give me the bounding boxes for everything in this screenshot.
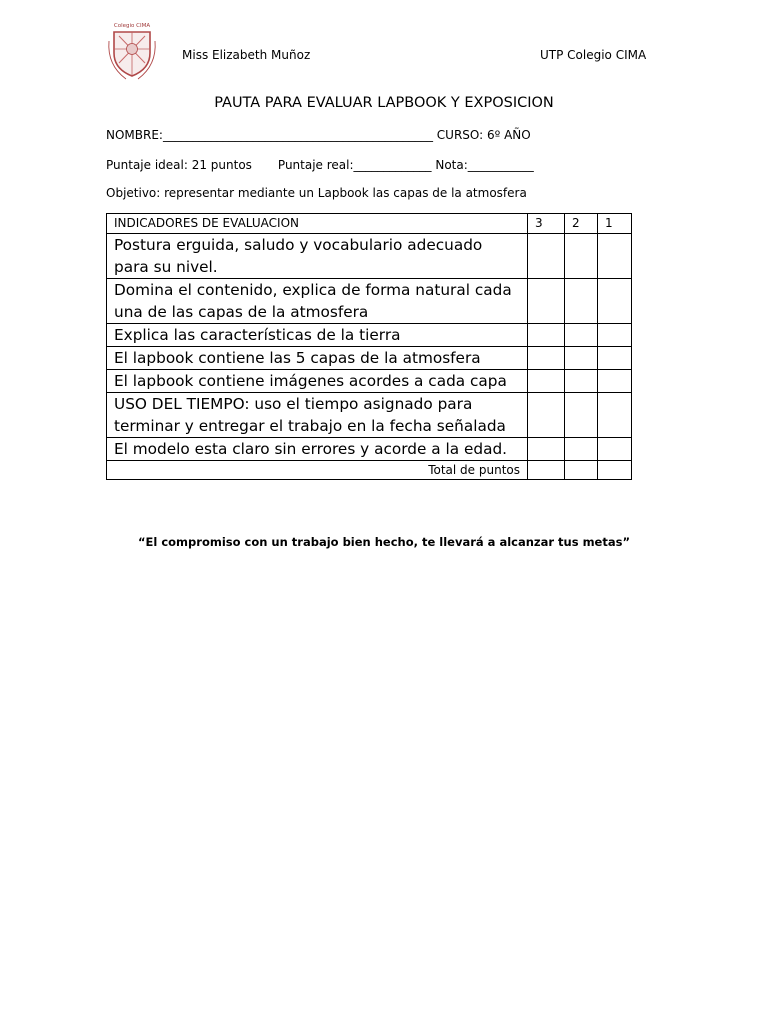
total-label: Total de puntos bbox=[107, 461, 528, 480]
school-name: UTP Colegio CIMA bbox=[540, 48, 647, 62]
score-cell-2 bbox=[565, 347, 598, 370]
score-cell-1 bbox=[598, 234, 632, 279]
score-cell-2 bbox=[565, 279, 598, 324]
teacher-name: Miss Elizabeth Muñoz bbox=[182, 48, 311, 62]
school-crest-logo bbox=[106, 19, 158, 81]
score-cell-2 bbox=[565, 234, 598, 279]
total-cell-1 bbox=[598, 461, 632, 480]
score-cell-2 bbox=[565, 324, 598, 347]
score-cell-3 bbox=[528, 370, 565, 393]
table-row bbox=[107, 370, 632, 393]
indicator-cell: El lapbook contiene las 5 capas de la atmosfera bbox=[107, 347, 528, 370]
total-cell-3 bbox=[528, 461, 565, 480]
evaluation-rubric-table bbox=[106, 213, 632, 480]
score-cell-1 bbox=[598, 438, 632, 461]
score-cell-1 bbox=[598, 393, 632, 438]
logo-caption: Colegio CIMA bbox=[113, 23, 151, 29]
score-header-1: 1 bbox=[598, 214, 632, 234]
table-row bbox=[107, 234, 632, 279]
score-cell-3 bbox=[528, 347, 565, 370]
indicator-cell: Domina el contenido, explica de forma natural cada una de las capas de la atmosfera bbox=[107, 279, 528, 324]
score-cell-3 bbox=[528, 438, 565, 461]
total-row bbox=[107, 461, 632, 480]
score-cell-1 bbox=[598, 347, 632, 370]
document-title: PAUTA PARA EVALUAR LAPBOOK Y EXPOSICION bbox=[214, 95, 554, 111]
indicator-cell: El modelo esta claro sin errores y acorde a la edad. bbox=[107, 438, 528, 461]
score-header-3: 3 bbox=[528, 214, 565, 234]
score-cell-2 bbox=[565, 393, 598, 438]
objetivo-line: Objetivo: representar mediante un Lapbook las capas de la atmosfera bbox=[106, 186, 527, 200]
score-cell-3 bbox=[528, 279, 565, 324]
score-header-2: 2 bbox=[565, 214, 598, 234]
indicator-cell: El lapbook contiene imágenes acordes a cada capa bbox=[107, 370, 528, 393]
table-header-row bbox=[107, 214, 632, 234]
table-row bbox=[107, 347, 632, 370]
indicator-cell: Explica las características de la tierra bbox=[107, 324, 528, 347]
table-row bbox=[107, 438, 632, 461]
score-cell-3 bbox=[528, 393, 565, 438]
score-cell-1 bbox=[598, 370, 632, 393]
score-cell-3 bbox=[528, 324, 565, 347]
score-cell-1 bbox=[598, 279, 632, 324]
score-cell-2 bbox=[565, 370, 598, 393]
table-row bbox=[107, 279, 632, 324]
motivational-quote: “El compromiso con un trabajo bien hecho, te llevará a alcanzar tus metas” bbox=[137, 535, 631, 549]
indicator-cell: Postura erguida, saludo y vocabulario adecuado para su nivel. bbox=[107, 234, 528, 279]
score-cell-3 bbox=[528, 234, 565, 279]
score-cell-2 bbox=[565, 438, 598, 461]
indicators-header: INDICADORES DE EVALUACION bbox=[107, 214, 528, 234]
total-cell-2 bbox=[565, 461, 598, 480]
table-row bbox=[107, 324, 632, 347]
score-cell-1 bbox=[598, 324, 632, 347]
puntaje-ideal: Puntaje ideal: 21 puntos bbox=[106, 158, 252, 172]
puntaje-real-nota: Puntaje real:_____________ Nota:___________ bbox=[277, 158, 534, 172]
nombre-curso-line: NOMBRE:_____________________________________________ CURSO: 6º AÑO bbox=[106, 128, 531, 142]
puntaje-line bbox=[106, 157, 534, 173]
indicator-cell: USO DEL TIEMPO: uso el tiempo asignado para terminar y entregar el trabajo en la fecha señalada bbox=[107, 393, 528, 438]
table-row bbox=[107, 393, 632, 438]
